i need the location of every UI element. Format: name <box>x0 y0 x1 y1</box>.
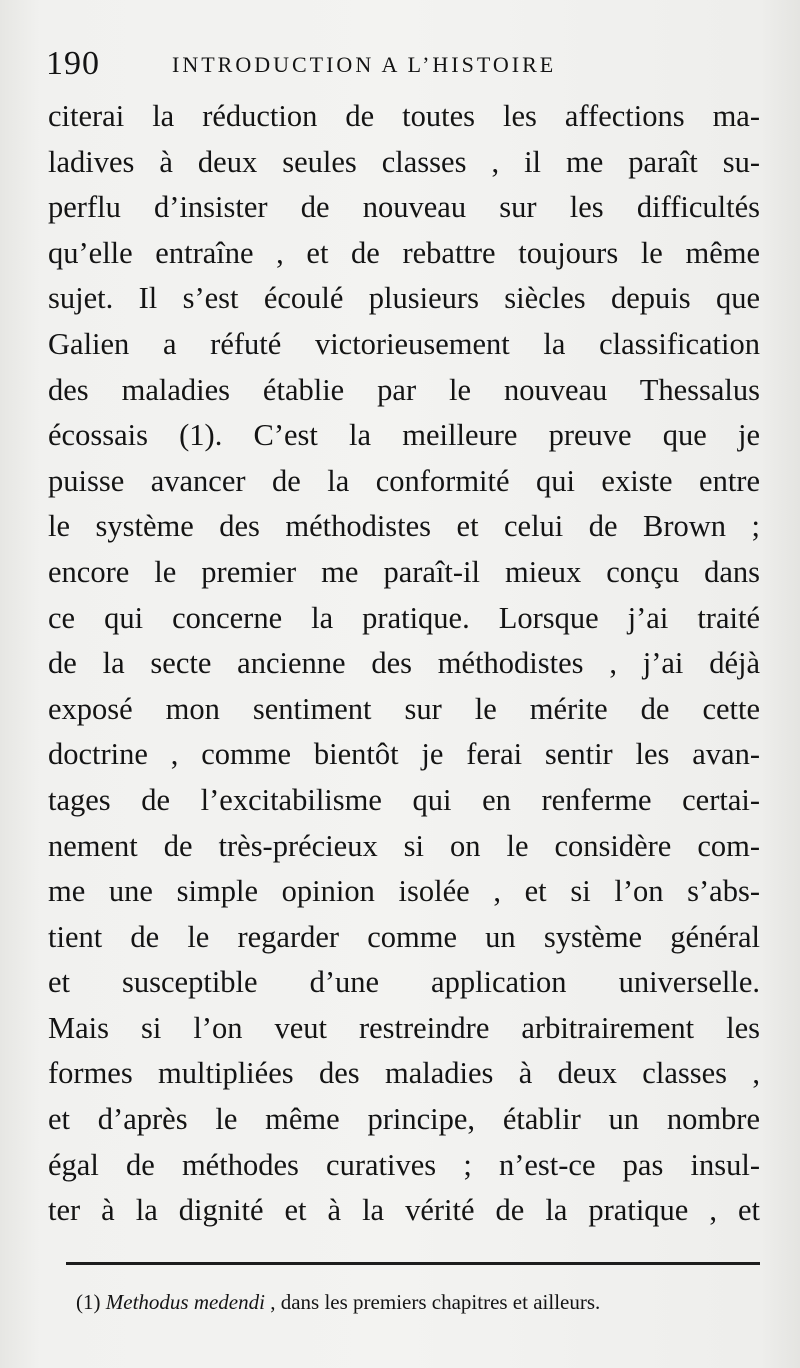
text-line: et d’après le même principe, établir un nombre <box>48 1102 760 1137</box>
text-line: doctrine , comme bientôt je ferai sentir les avan- <box>48 737 760 772</box>
text-line: et susceptible d’une application universelle. <box>48 965 760 1000</box>
text-line: des maladies établie par le nouveau Thessalus <box>48 372 760 407</box>
running-head: INTRODUCTION A L’HISTOIRE <box>172 52 557 77</box>
text-line: tages de l’excitabilisme qui en renferme certai- <box>48 782 760 817</box>
text-line: puisse avancer de la conformité qui existe entre <box>48 463 760 498</box>
text-line: qu’elle entraîne , et de rebattre toujours le même <box>48 235 760 270</box>
text-line: ce qui concerne la pratique. Lorsque j’ai traité <box>48 600 760 635</box>
page-header <box>46 44 766 84</box>
text-line: égal de méthodes curatives ; n’est-ce pas insul- <box>48 1147 760 1182</box>
footnote <box>76 1284 766 1320</box>
text-line: citerai la réduction de toutes les affections ma- <box>48 99 760 133</box>
text-line: de la secte ancienne des méthodistes , j’ai déjà <box>48 646 760 681</box>
text-line: le système des méthodistes et celui de Brown ; <box>48 509 760 544</box>
footnote-marker: (1) <box>76 1290 101 1314</box>
text-line: me une simple opinion isolée , et si l’on s’abs- <box>48 874 760 909</box>
text-line: Galien a réfuté victorieusement la classification <box>48 326 760 361</box>
footnote-divider <box>66 1262 760 1265</box>
text-line: Mais si l’on veut restreindre arbitrairement les <box>48 1010 760 1045</box>
text-line: perflu d’insister de nouveau sur les difficultés <box>48 190 760 225</box>
text-line: nement de très-précieux si on le considère com- <box>48 828 760 863</box>
text-line: ladives à deux seules classes , il me paraît su- <box>48 144 760 179</box>
text-line: sujet. Il s’est écoulé plusieurs siècles depuis que <box>48 281 760 316</box>
text-line: exposé mon sentiment sur le mérite de cette <box>48 691 760 726</box>
text-line: encore le premier me paraît-il mieux conçu dans <box>48 554 760 589</box>
body-text <box>48 94 760 1234</box>
text-line: tient de le regarder comme un système général <box>48 919 760 954</box>
text-line: écossais (1). C’est la meilleure preuve que je <box>48 418 760 453</box>
footnote-title: Methodus medendi <box>105 1290 265 1314</box>
text-line: formes multipliées des maladies à deux classes , <box>48 1056 760 1091</box>
page-number: 190 <box>46 45 100 82</box>
footnote-text: , dans les premiers chapitres et ailleurs. <box>270 1290 601 1314</box>
text-line: ter à la dignité et à la vérité de la pratique , et <box>48 1193 760 1228</box>
